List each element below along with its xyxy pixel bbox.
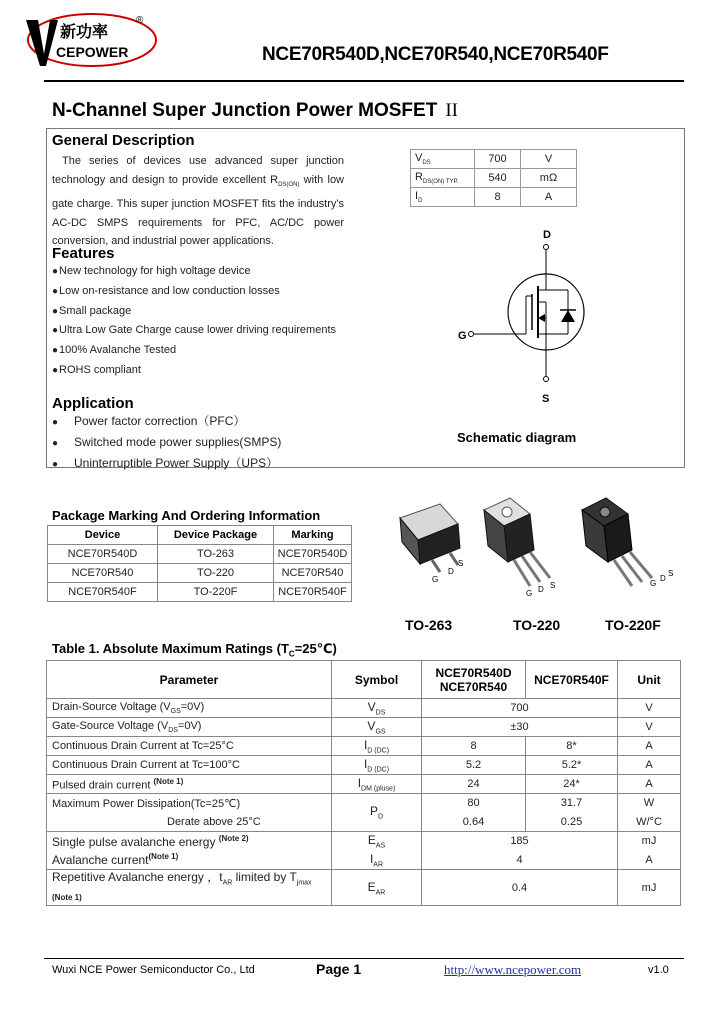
svg-text:G: G: [526, 589, 533, 598]
ordering-heading: Package Marking And Ordering Information: [52, 508, 321, 523]
package-images: [388, 490, 688, 600]
table-row: Drain-Source Voltage $(V_{GS}=0V)$ $V_{DS}$ 700 V: [47, 699, 681, 718]
general-description-heading: General Description: [52, 132, 195, 149]
desc-part-2: with low gate charge. This super junction MOSFET fits the industry's AC-DC SMPS requirements for PFC, AC/DC power conversion, and industrial power applications.: [52, 173, 345, 248]
svg-text:D: D: [538, 585, 544, 594]
application-heading: Application: [52, 395, 134, 412]
package-label: TO-263: [405, 617, 453, 633]
logo-chinese-text: 新功率: [60, 22, 109, 41]
table-row: Gate-Source Voltage $(V_{DS}=0V)$ $V_{GS}$ ±30 V: [47, 718, 681, 737]
company-logo: [18, 10, 158, 70]
feature-item: ● Low on-resistance and low conduction losses: [52, 282, 336, 302]
title-text: N-Channel Super Junction Power MOSFET: [52, 100, 438, 121]
feature-item: ● Small package: [52, 302, 336, 322]
footer-company: Wuxi NCE Power Semiconductor Co., Ltd: [52, 964, 255, 976]
table-row: Continuous Drain Current at Tc=25°C $I_{D (DC)}$ 8 8* A: [47, 737, 681, 756]
title-roman: II: [445, 100, 458, 121]
schematic-caption: Schematic diagram: [457, 430, 577, 445]
registered-mark: ®: [136, 15, 144, 26]
gate-label: G: [458, 330, 467, 342]
table-header-row: Parameter Symbol NCE70R540D NCE70R540 NCE70R540F Unit: [47, 661, 681, 699]
spec-row-rds: $R_{DS(ON) TYP.}$ 540 mΩ: [411, 169, 577, 188]
to220-package-image: [484, 498, 555, 598]
absolute-max-ratings-table: [46, 660, 681, 906]
application-item: ● Switched mode power supplies(SMPS): [52, 434, 282, 449]
to220f-package-image: [582, 498, 673, 588]
table-row: Avalanche current$^{(Note 1)}$ $I_{AR}$ 4 A: [47, 851, 681, 870]
package-label: TO-220F: [605, 617, 661, 633]
svg-text:G: G: [650, 579, 657, 588]
feature-item: ● Ultra Low Gate Charge cause lower driving requirements: [52, 321, 336, 341]
feature-item: ● 100% Avalanche Tested: [52, 341, 336, 361]
footer-website-link[interactable]: http://www.ncepower.com: [444, 962, 582, 977]
footer-page-number: Page 1: [316, 961, 362, 977]
table-row: Derate above 25°C 0.64 0.25 W/°C: [47, 813, 681, 832]
application-item: ● Power factor correction（PFC）: [52, 414, 246, 428]
svg-text:D: D: [660, 574, 666, 583]
desc-part-1: The series of devices use advanced super junction technology and design to provide excellent R: [52, 155, 344, 186]
ordering-table: [47, 525, 352, 602]
page-title: [52, 100, 458, 122]
drain-label: D: [543, 229, 551, 241]
mosfet-schematic: [452, 224, 592, 414]
table-row: NCE70R540D TO-263 NCE70R540D: [48, 545, 352, 564]
logo-brand-text: CEPOWER: [56, 44, 129, 60]
footer-rule: [44, 958, 684, 959]
svg-text:S: S: [458, 559, 464, 568]
svg-text:新功率: [60, 22, 108, 41]
table-row: NCE70R540 TO-220 NCE70R540: [48, 564, 352, 583]
footer-version: v1.0: [648, 964, 669, 976]
table1-heading: Table 1. Absolute Maximum Ratings $(T_C=25℃)$: [52, 641, 337, 659]
features-heading: Features: [52, 245, 115, 262]
features-list: [52, 262, 336, 381]
svg-text:®: [136, 15, 144, 26]
svg-text:D: D: [448, 567, 454, 576]
svg-text:S: S: [550, 581, 556, 590]
ordering-header-row: Device Device Package Marking: [48, 526, 352, 545]
table-row: Repetitive Avalanche energy ，$t_{AR}$ limited by $T_{jmax}$ (Note 1) $E_{AR}$ 0.4 mJ: [47, 870, 681, 906]
table-row: Maximum Power Dissipation(Tc=25℃) $P_D$ 80 31.7 W: [47, 794, 681, 813]
package-label: TO-220: [513, 617, 561, 633]
svg-text:CEPOWER: [56, 44, 128, 60]
part-numbers: NCE70R540D,NCE70R540,NCE70R540F: [262, 44, 609, 65]
to263-package-image: [400, 504, 463, 584]
svg-text:G: G: [432, 575, 439, 584]
svg-text:S: S: [668, 569, 674, 578]
table-row: Single pulse avalanche energy $^{(Note 2)}$ $E_{AS}$ 185 mJ: [47, 832, 681, 851]
key-specs-table: [410, 149, 577, 207]
table-row: Pulsed drain current $^{(Note 1)}$ $I_{DM (pluse)}$ 24 24* A: [47, 775, 681, 794]
source-label: S: [542, 393, 550, 405]
header-rule: [44, 80, 684, 82]
desc-rds-sub: DS(ON): [278, 181, 300, 188]
spec-row-vds: $V_{DS}$ 700 V: [411, 150, 577, 169]
application-list: [52, 412, 281, 474]
table-row: NCE70R540F TO-220F NCE70R540F: [48, 583, 352, 602]
feature-item: ● New technology for high voltage device: [52, 262, 336, 282]
table-row: Continuous Drain Current at Tc=100°C $I_{D (DC)}$ 5.2 5.2* A: [47, 756, 681, 775]
general-description-text: [52, 152, 344, 251]
application-item: ● Uninterruptible Power Supply（UPS）: [52, 455, 279, 470]
feature-item: ● ROHS compliant: [52, 361, 336, 381]
spec-row-id: $I_D$ 8 A: [411, 188, 577, 207]
